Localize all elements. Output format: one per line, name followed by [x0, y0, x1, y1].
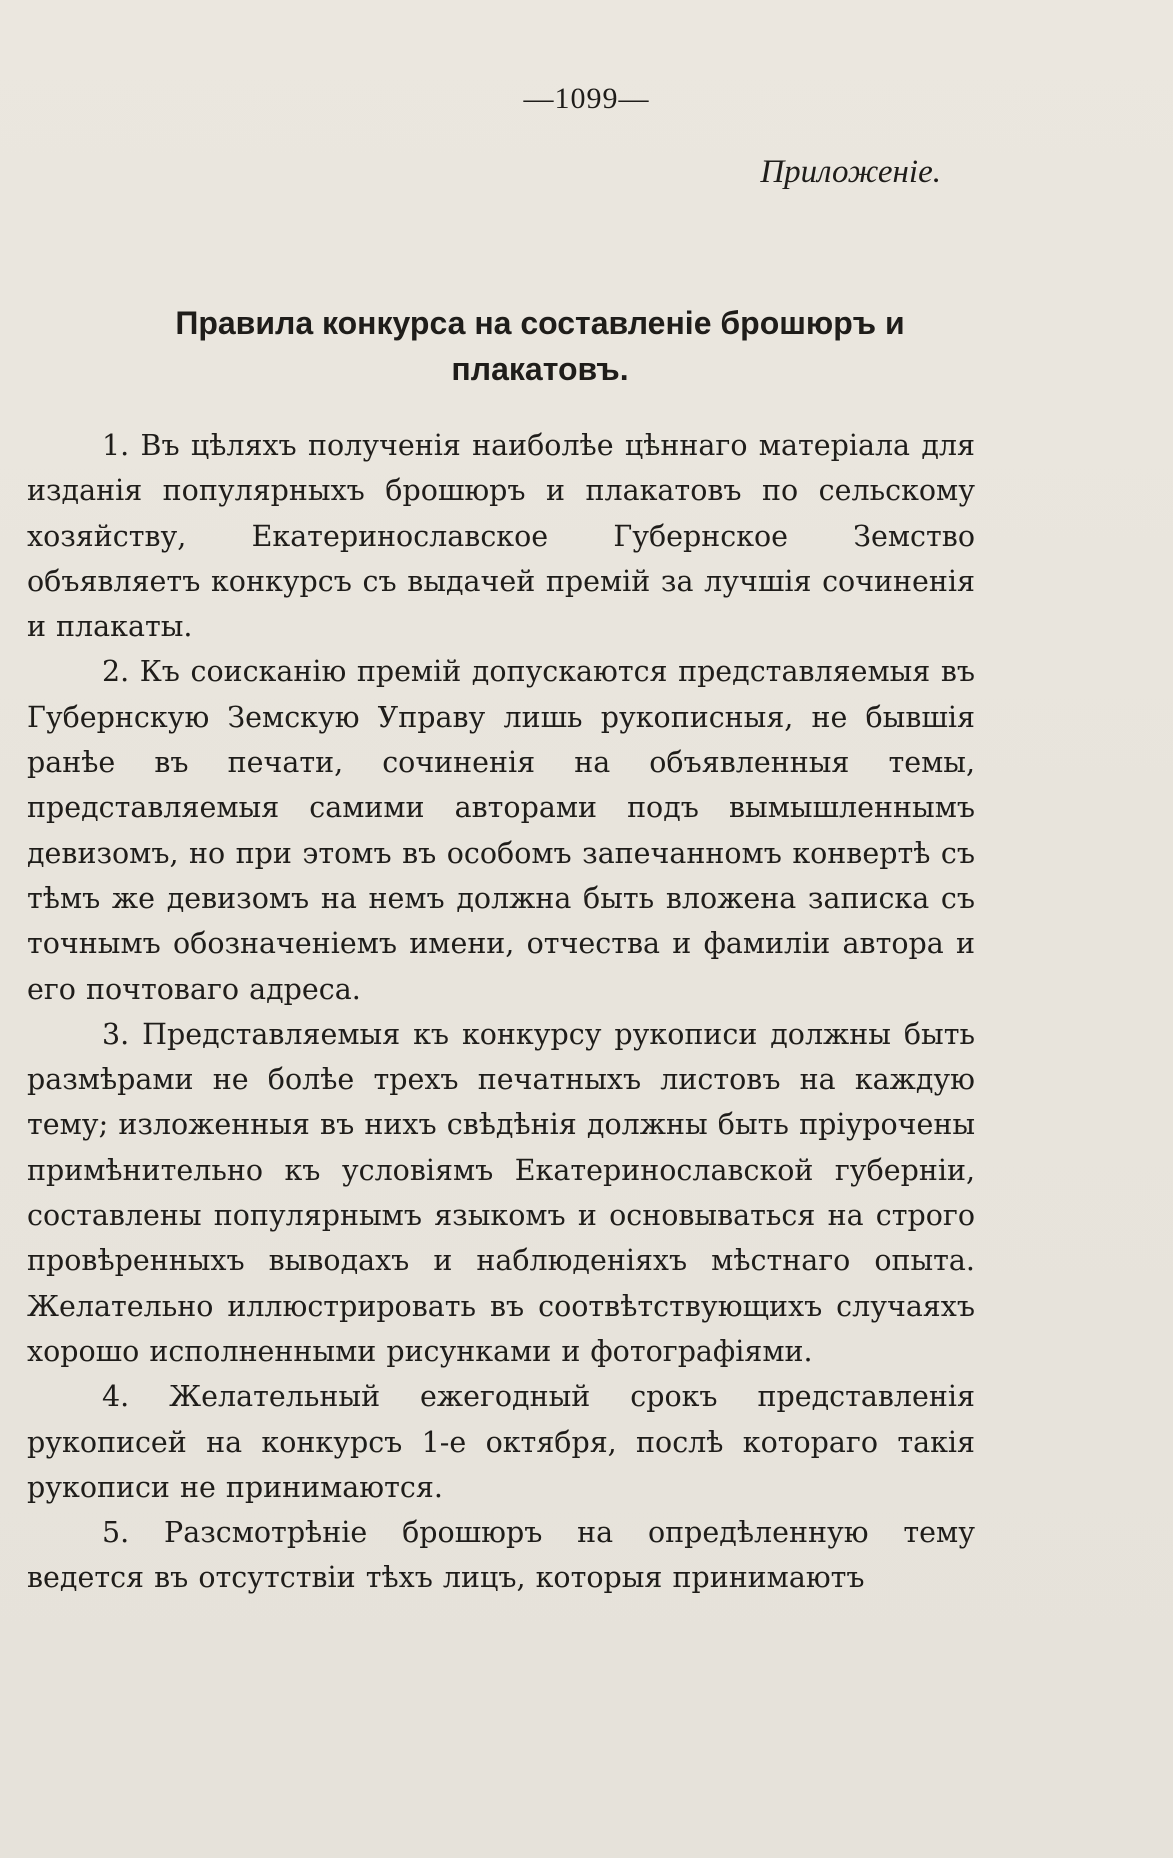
- section-label: Приложенiе.: [760, 154, 941, 190]
- paragraph-5: 5. Разсмотрѣнiе брошюръ на опредѣленную тему ведется въ отсутствiи тѣхъ лицъ, которыя принимаютъ: [27, 1516, 975, 1595]
- paragraph-3: 3. Представляемыя къ конкурсу рукописи должны быть размѣрами не болѣе трехъ печатныхъ листовъ на каждую тему; изложенныя въ нихъ свѣдѣнiя должны быть прiурочены примѣнительно къ условiямъ Екатеринославской губернiи, составлены популярнымъ языкомъ и основываться на строго провѣренныхъ выводахъ и наблюденiяхъ мѣстнаго опыта. Желательно иллюстрировать въ соотвѣтствующихъ случаяхъ хорошо исполненными рисунками и фотографiями.: [27, 1017, 975, 1368]
- document-title: Правила конкурса на составленiе брошюръ и плакатовъ.: [175, 305, 905, 387]
- paragraph-1: 1. Въ цѣляхъ полученiя наиболѣе цѣннаго матерiала для изданiя популярныхъ брошюръ и плакатовъ по сельскому хозяйству, Екатеринославское Губернское Земство объявляетъ конкурсъ съ выдачей премiй за лучшiя сочиненiя и плакаты.: [27, 429, 975, 644]
- page-number: —1099—: [523, 82, 650, 115]
- document-body: [27, 423, 975, 1601]
- paragraph-4: 4. Желательный ежегодный срокъ представленiя рукописей на конкурсъ 1-е октября, послѣ котораго такiя рукописи не принимаются.: [27, 1380, 975, 1504]
- paragraph-2: 2. Къ соисканiю премiй допускаются представляемыя въ Губернскую Земскую Управу лишь рукописныя, не бывшiя ранѣе въ печати, сочиненiя на объявленныя темы, представляемыя самими авторами подъ вымышленнымъ девизомъ, но при этомъ въ особомъ запечанномъ конвертѣ съ тѣмъ же девизомъ на немъ должна быть вложена записка съ точнымъ обозначенiемъ имени, отчества и фамилiи автора и его почтоваго адреса.: [27, 655, 975, 1006]
